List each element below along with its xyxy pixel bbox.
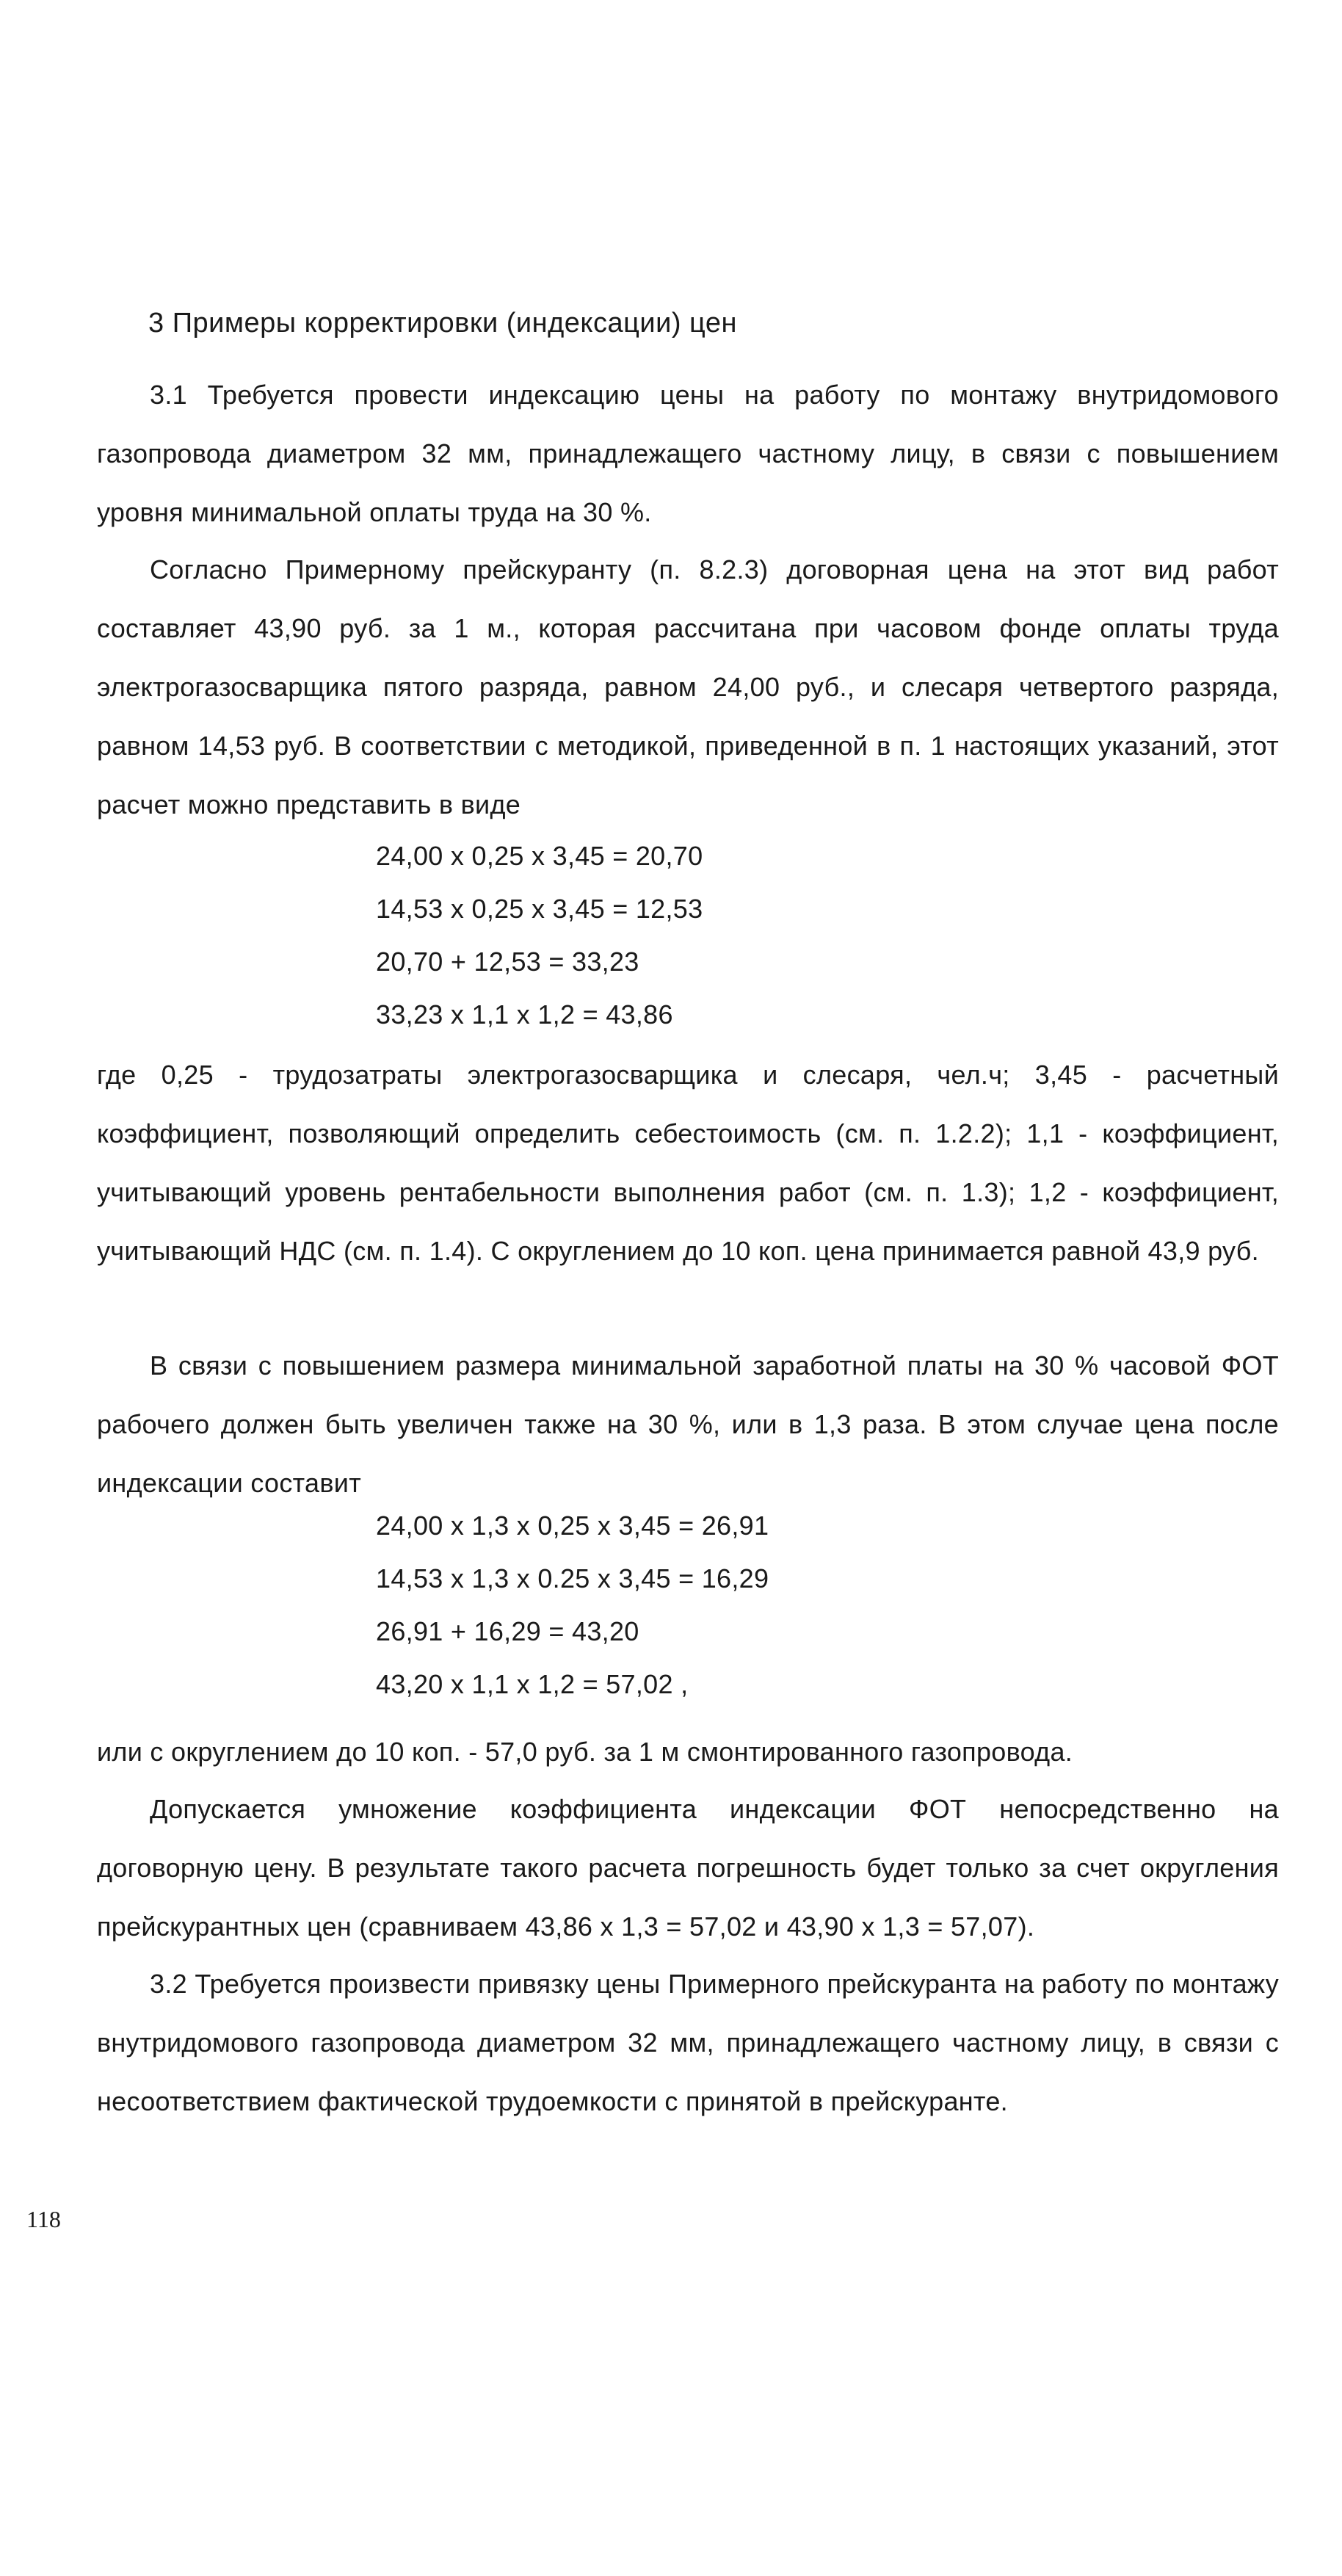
formula-block-original bbox=[376, 830, 703, 1041]
paragraph-text: В связи с повышением размера минимальной заработной платы на 30 % часовой ФОТ рабочего должен быть увеличен также на 30 %, или в 1,3 раза. В этом случае цена после индексации составит bbox=[97, 1350, 1279, 1498]
paragraph-indexation bbox=[97, 1336, 1279, 1513]
page-number: 118 bbox=[26, 2206, 61, 2232]
paragraph-text: или с округлением до 10 коп. - 57,0 руб. за 1 м смонтированного газопровода. bbox=[97, 1737, 1073, 1767]
formula-block-indexed bbox=[376, 1499, 769, 1711]
formula-line: 24,00 х 0,25 х 3,45 = 20,70 bbox=[376, 841, 703, 871]
formula-line: 24,00 х 1,3 х 0,25 х 3,45 = 26,91 bbox=[376, 1510, 769, 1541]
paragraph-text: где 0,25 - трудозатраты электрогазосварщика и слесаря, чел.ч; 3,45 - расчетный коэффициент, позволяющий определить себестоимость (см. п. 1.2.2); 1,1 - коэффициент, учитывающий уровень рентабельности выполнения работ (см. п. 1.3); 1,2 - коэффициент, учитывающий НДС (см. п. 1.4). С округлением до 10 коп. цена принимается равной 43,9 руб. bbox=[97, 1060, 1279, 1266]
paragraph-text: Допускается умножение коэффициента индексации ФОТ непосредственно на договорную цену. В результате такого расчета погрешность будет только за счет округления прейскурантных цен (сравниваем 43,86 х 1,3 = 57,02 и 43,90 х 1,3 = 57,07). bbox=[97, 1794, 1279, 1942]
formula-line: 20,70 + 12,53 = 33,23 bbox=[376, 947, 639, 977]
paragraph-text: Согласно Примерному прейскуранту (п. 8.2.3) договорная цена на этот вид работ составляет 43,90 руб. за 1 м., которая рассчитана при часовом фонде оплаты труда электрогазосварщика пятого разряда, равном 24,00 руб., и слесаря четвертого разряда, равном 14,53 руб. В соответствии с методикой, приведенной в п. 1 настоящих указаний, этот расчет можно представить в виде bbox=[97, 554, 1279, 820]
formula-line: 14,53 х 0,25 х 3,45 = 12,53 bbox=[376, 894, 703, 924]
formula-line: 26,91 + 16,29 = 43,20 bbox=[376, 1616, 639, 1646]
paragraph-3-2 bbox=[97, 1955, 1279, 2131]
section-heading: 3 Примеры корректировки (индексации) цен bbox=[148, 308, 738, 339]
paragraph-price-basis bbox=[97, 540, 1279, 834]
formula-line: 33,23 х 1,1 х 1,2 = 43,86 bbox=[376, 999, 673, 1030]
paragraph-direct-multiplication bbox=[97, 1780, 1279, 1956]
paragraph-3-1 bbox=[97, 366, 1279, 542]
paragraph-text: 3.2 Требуется произвести привязку цены Примерного прейскуранта на работу по монтажу внутридомового газопровода диаметром 32 мм, принадлежащего частному лицу, в связи с несоответствием фактической трудоемкости с принятой в прейскуранте. bbox=[97, 1969, 1279, 2116]
formula-line: 14,53 х 1,3 х 0.25 х 3,45 = 16,29 bbox=[376, 1563, 769, 1593]
paragraph-rounding bbox=[97, 1723, 1279, 1781]
formula-line: 43,20 х 1,1 х 1,2 = 57,02 , bbox=[376, 1669, 689, 1699]
paragraph-text: 3.1 Требуется провести индексацию цены на работу по монтажу внутридомового газопровода диаметром 32 мм, принадлежащего частному лицу, в связи с повышением уровня минимальной оплаты труда на 30 %. bbox=[97, 380, 1279, 527]
paragraph-explanation bbox=[97, 1046, 1279, 1281]
